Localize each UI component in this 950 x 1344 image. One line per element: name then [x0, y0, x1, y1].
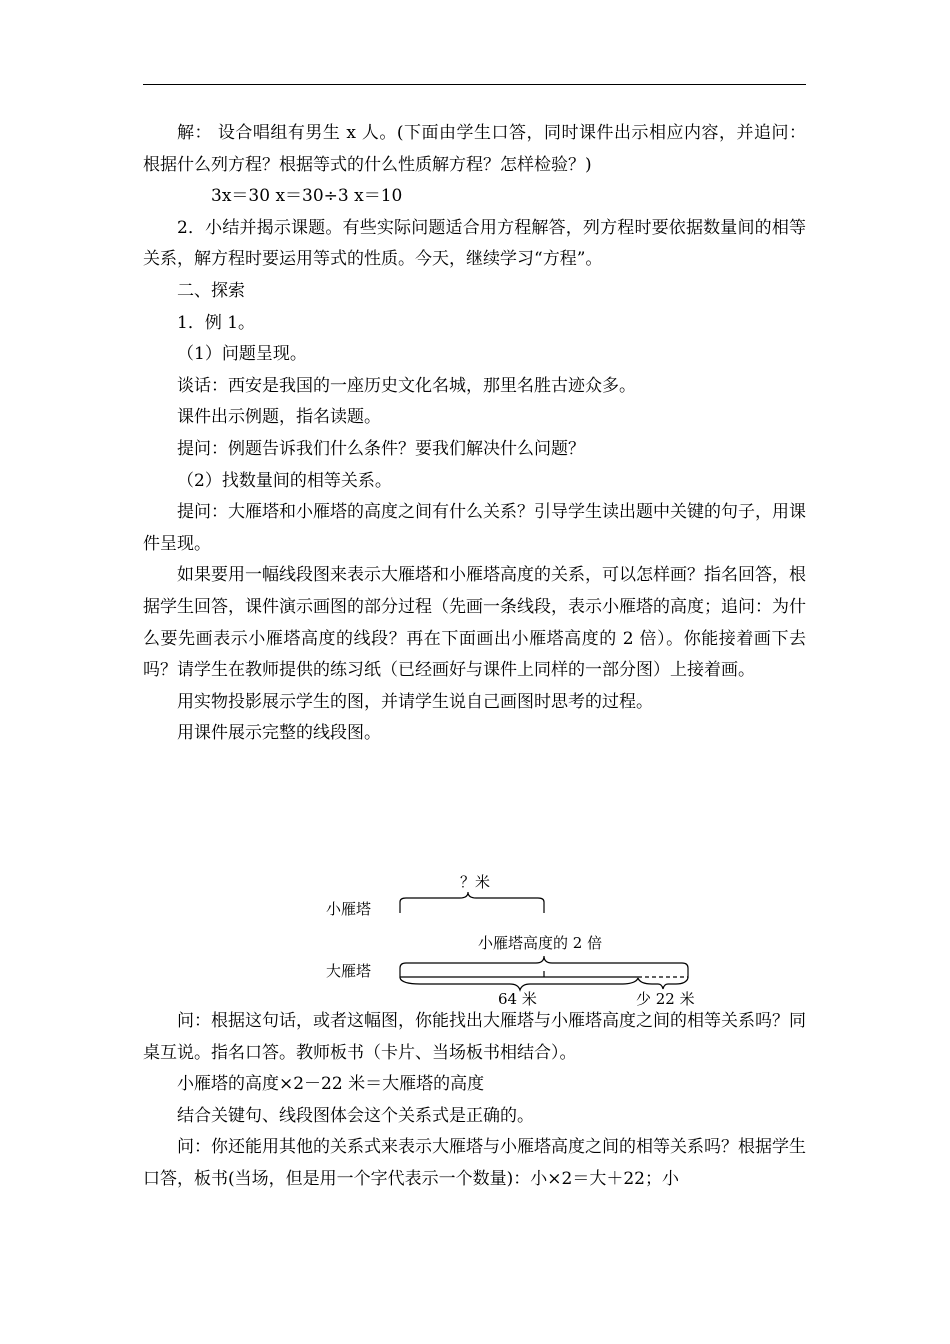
paragraph: 解： 设合唱组有男生 x 人。(下面由学生口答，同时课件出示相应内容，并追问： 根据什么列方程？根据等式的什么性质解方程？怎样检验？) [143, 123, 806, 175]
paragraph: 1．例 1。 [177, 312, 256, 333]
double-label: 小雁塔高度的 2 倍 [478, 934, 603, 952]
paragraph: 谈话：西安是我国的一座历史文化名城，那里名胜古迹众多。 [177, 375, 636, 396]
big-tower-label: 大雁塔 [326, 962, 372, 980]
header-rule [143, 84, 806, 85]
paragraph: 问：你还能用其他的关系式来表示大雁塔与小雁塔高度之间的相等关系吗？根据学生口答，板书(当场，但是用一个字代表示一个数量)：小×2＝大＋22；小 [143, 1137, 806, 1189]
paragraph: （1）问题呈现。 [177, 344, 307, 365]
paragraph: 如果要用一幅线段图来表示大雁塔和小雁塔高度的关系，可以怎样画？指名回答，根据学生回答，课件演示画图的部分过程（先画一条线段，表示小雁塔的高度；追问：为什么要先画表示小雁塔高度的线段？再在下面画出小雁塔高度的 2 倍）。你能接着画下去吗？请学生在教师提供的练习纸（已经画好与课件上同样的一部分图）上接着画。 [143, 565, 806, 681]
paragraph: 用课件展示完整的线段图。 [177, 723, 381, 744]
paragraph: 课件出示例题，指名读题。 [177, 407, 381, 428]
paragraph: 用实物投影展示学生的图，并请学生说自己画图时思考的过程。 [177, 691, 653, 712]
small-tower-brace [400, 892, 544, 913]
body-text-bottom [143, 1006, 806, 1196]
paragraph: 2．小结并揭示课题。有些实际问题适合用方程解答，列方程时要依据数量间的相等关系，解方程时要运用等式的性质。今天，继续学习“方程”。 [143, 217, 806, 270]
paragraph: （2）找数量间的相等关系。 [177, 470, 392, 491]
paragraph: 结合关键句、线段图体会这个关系式是正确的。 [177, 1105, 534, 1126]
body-text-top [143, 118, 806, 750]
line-segment-diagram [320, 870, 700, 1010]
less-label: 少 22 米 [636, 990, 695, 1008]
question-label: ？米 [460, 873, 491, 891]
big-value-label: 64 米 [498, 990, 537, 1008]
section-heading: 二、探索 [177, 280, 245, 301]
paragraph: 问：根据这句话，或者这幅图，你能找出大雁塔与小雁塔高度之间的相等关系吗？同桌互说。指名口答。教师板书（卡片、当场板书相结合）。 [143, 1011, 806, 1063]
paragraph: 提问：例题告诉我们什么条件？要我们解决什么问题？ [177, 438, 585, 459]
equation-line: 3x＝30 x＝30÷3 x＝10 [211, 186, 403, 207]
relation-formula: 小雁塔的高度×2－22 米＝大雁塔的高度 [177, 1074, 485, 1095]
paragraph: 提问：大雁塔和小雁塔的高度之间有什么关系？引导学生读出题中关键的句子，用课件呈现。 [143, 502, 806, 554]
small-tower-label: 小雁塔 [326, 900, 372, 918]
